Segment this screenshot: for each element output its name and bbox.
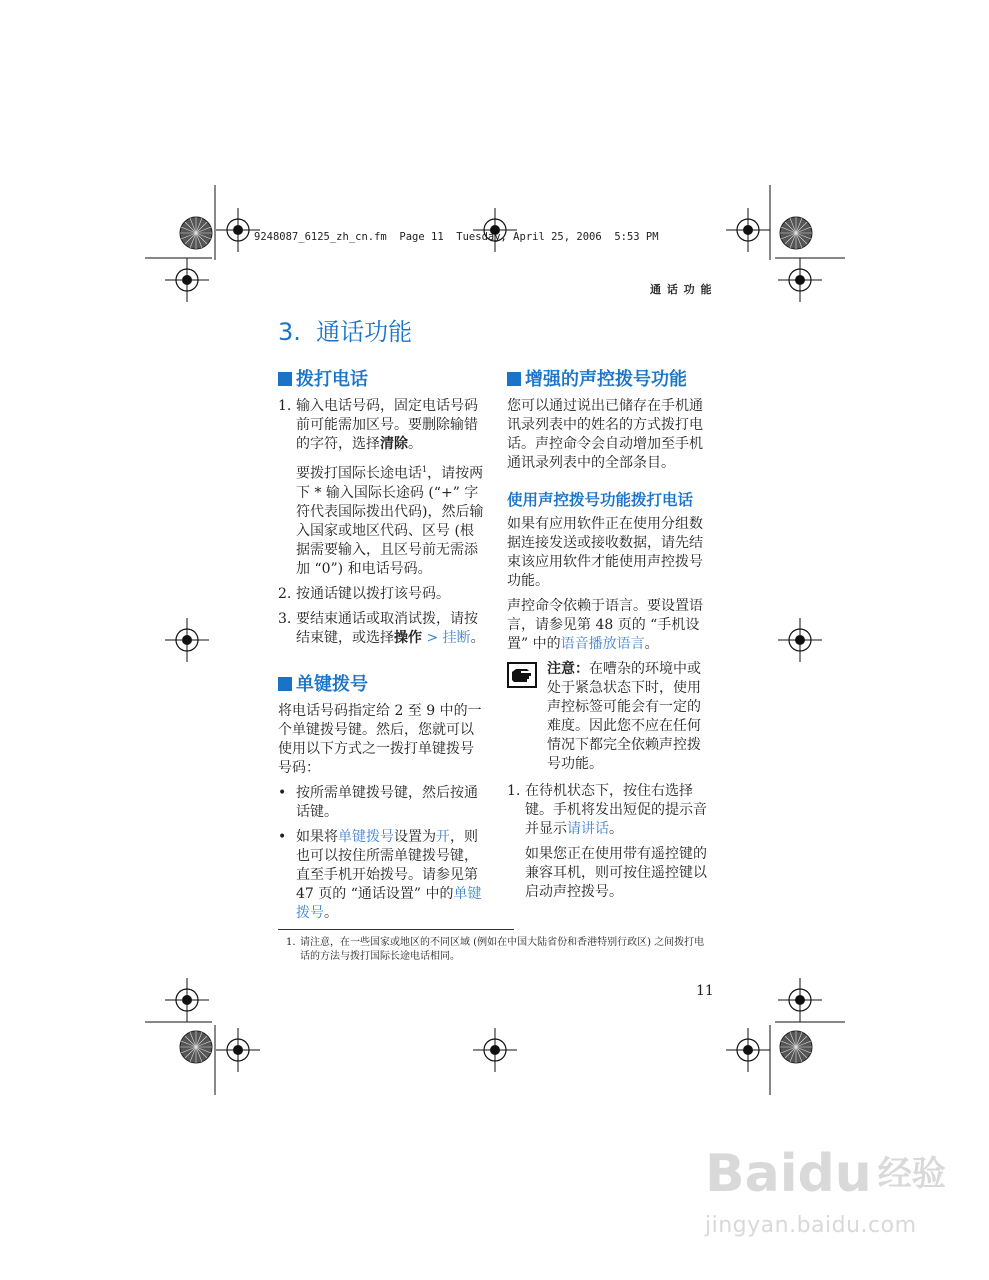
section-square-icon bbox=[278, 372, 292, 386]
list-item: 3. 要结束通话或取消试拨，请按结束键，或选择操作 > 挂断。 bbox=[278, 610, 485, 646]
watermark-brand: Baidu bbox=[705, 1144, 872, 1204]
subsection-heading: 使用声控拨号功能拨打电话 bbox=[507, 491, 694, 509]
footnote: 1. 请注意，在一些国家或地区的不同区域 (例如在中国大陆省份和香港特别行政区) 之间拨打电话的方法与拨打国际长途电话相同。 bbox=[286, 937, 705, 962]
section-heading-dialing: 拨打电话 bbox=[278, 365, 486, 391]
baidu-watermark bbox=[705, 1145, 975, 1255]
voice-dial-para2: 声控命令依赖于语言。要设置语言，请参见第 48 页的 “手机设置” 中的语音播放语言。 bbox=[507, 598, 703, 652]
page-number: 11 bbox=[696, 983, 714, 999]
starburst-mark-top-right bbox=[780, 217, 812, 249]
section-heading-voice-dial: 增强的声控拨号功能 bbox=[507, 365, 712, 391]
section-square-icon bbox=[278, 677, 292, 691]
starburst-mark-top-left bbox=[180, 217, 212, 249]
target-mark bbox=[778, 618, 822, 662]
starburst-mark-bottom-right bbox=[780, 1031, 812, 1063]
footnote-rule bbox=[278, 929, 514, 930]
list-item: 1. 输入电话号码，固定电话号码前可能需加区号。要删除输错的字符，选择清除。 bbox=[278, 398, 478, 452]
bullet-item: • 按所需单键拨号键，然后按通话键。 bbox=[278, 784, 478, 820]
note-hand-icon bbox=[507, 662, 537, 688]
list-item: 2. 按通话键以拨打该号码。 bbox=[278, 585, 450, 602]
target-mark bbox=[778, 978, 822, 1022]
target-mark bbox=[165, 978, 209, 1022]
note-block: 注意：在嘈杂的环境中或处于紧急状态下时，使用声控标签可能会有一定的难度。因此您不应在任何情况下都完全依赖声控拨号功能。 bbox=[507, 660, 712, 774]
target-mark bbox=[216, 208, 260, 252]
target-mark bbox=[726, 208, 770, 252]
voice-dial-para1: 如果有应用软件正在使用分组数据连接发送或接收数据，请先结束该应用软件才能使用声控拨号功能。 bbox=[507, 516, 703, 589]
target-mark bbox=[726, 1028, 770, 1072]
list-item: 1. 在待机状态下，按住右选择键。手机将发出短促的提示音并显示请讲话。 bbox=[507, 783, 707, 837]
section-heading-speed-dial: 单键拨号 bbox=[278, 670, 486, 696]
watermark-suffix: 经验 bbox=[877, 1154, 946, 1194]
section-square-icon bbox=[507, 372, 521, 386]
left-column bbox=[278, 365, 486, 929]
watermark-url: jingyan.baidu.com bbox=[705, 1213, 917, 1238]
bullet-item: • 如果将单键拨号设置为开，则也可以按住所需单键拨号键，直至手机开始拨号。请参见第 47 页的 “通话设置” 中的单键拨号。 bbox=[278, 828, 482, 921]
target-mark bbox=[778, 258, 822, 302]
target-mark bbox=[473, 1028, 517, 1072]
international-call-paragraph: 要拨打国际长途电话$^1$，请按两下 * 输入国际长途码 (“+” 字符代表国际拨出代码)，然后输入国家或地区代码、区号 (根据需要输入，且区号前无需添加 “0”) 和电话号码。 bbox=[296, 465, 484, 577]
target-mark bbox=[216, 1028, 260, 1072]
target-mark bbox=[473, 208, 517, 252]
running-head: 通 话 功 能 bbox=[650, 283, 713, 296]
voice-dial-intro: 您可以通过说出已储存在手机通讯录列表中的姓名的方式拨打电话。声控命令会自动增加至手机通讯录列表中的全部条目。 bbox=[507, 398, 703, 471]
right-column bbox=[507, 365, 712, 908]
starburst-mark-bottom-left bbox=[180, 1031, 212, 1063]
chapter-title: 3. 通话功能 bbox=[278, 318, 413, 346]
end-call-link: 挂断 bbox=[442, 629, 471, 646]
speed-dial-intro: 将电话号码指定给 2 至 9 中的一个单键拨号键。然后，您就可以使用以下方式之一拨打单键拨号号码： bbox=[278, 702, 482, 776]
target-mark bbox=[165, 618, 209, 662]
target-mark bbox=[165, 258, 209, 302]
file-header: 9248087_6125_zh_cn.fm Page 11 Tuesday, April 25, 2006 5:53 PM bbox=[254, 231, 659, 243]
headset-paragraph: 如果您正在使用带有遥控键的兼容耳机，则可按住遥控键以启动声控拨号。 bbox=[525, 846, 707, 900]
footnote-ref: 1 bbox=[422, 465, 428, 474]
